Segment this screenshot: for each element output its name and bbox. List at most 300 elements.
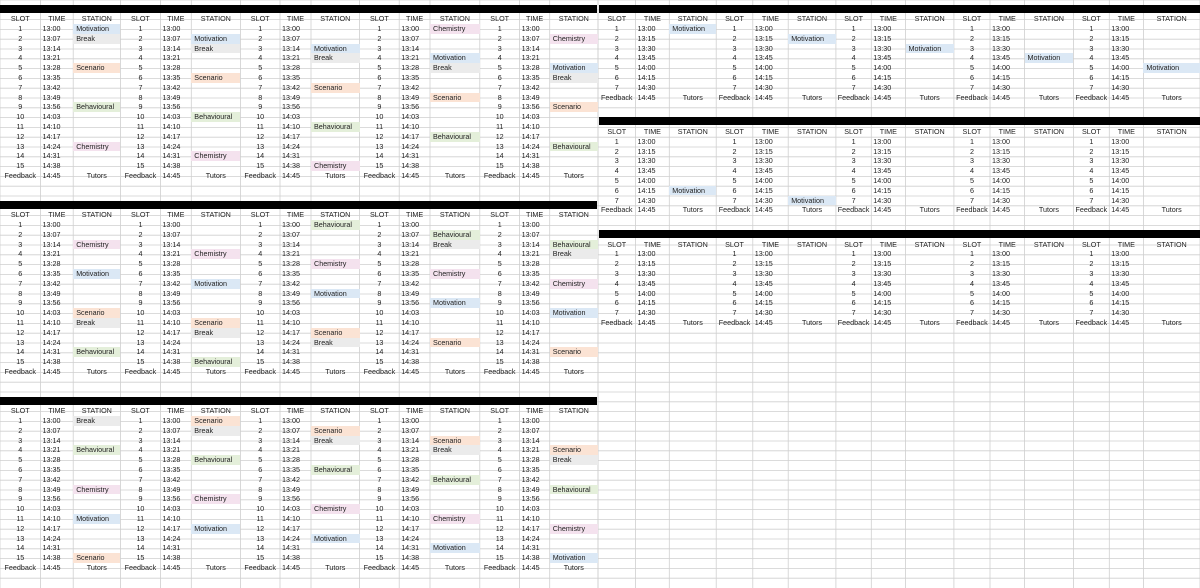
feedback-station[interactable]: Tutors: [682, 205, 703, 215]
slot-number[interactable]: 7: [969, 308, 974, 318]
slot-time[interactable]: 13:00: [401, 24, 420, 33]
feedback-station[interactable]: Tutors: [1038, 92, 1059, 102]
feedback-station[interactable]: Tutors: [205, 171, 226, 180]
slot-number[interactable]: 5: [614, 175, 619, 185]
slot-number[interactable]: 13: [136, 141, 145, 151]
station-empty[interactable]: [430, 142, 480, 152]
station-empty[interactable]: [669, 166, 716, 176]
slot-time[interactable]: 14:00: [992, 63, 1010, 73]
slot-time[interactable]: 14:31: [401, 543, 420, 553]
slot-time[interactable]: 13:56: [162, 298, 181, 308]
slot-time[interactable]: 14:15: [1111, 298, 1130, 308]
slot-time[interactable]: 14:17: [162, 327, 181, 337]
station-empty[interactable]: [1025, 147, 1074, 157]
slot-time[interactable]: 14:10: [521, 514, 540, 523]
slot-number[interactable]: 2: [851, 146, 856, 156]
slot-number[interactable]: 5: [377, 259, 382, 269]
slot-time[interactable]: 14:24: [401, 533, 420, 543]
slot-number[interactable]: 8: [138, 484, 143, 494]
slot-number[interactable]: 14: [136, 543, 145, 553]
station-empty[interactable]: [430, 485, 480, 495]
station-empty[interactable]: [906, 166, 954, 176]
station-header[interactable]: STATION: [677, 126, 708, 136]
station-empty[interactable]: [191, 298, 240, 308]
slot-number[interactable]: 2: [497, 33, 502, 43]
slot-time[interactable]: 13:28: [42, 259, 61, 269]
slot-time[interactable]: 13:07: [521, 229, 540, 239]
slot-time[interactable]: 14:30: [754, 308, 773, 318]
slot-number[interactable]: 15: [495, 161, 504, 171]
slot-time[interactable]: 13:15: [873, 259, 892, 269]
slot-time[interactable]: 14:38: [521, 553, 540, 563]
station-empty[interactable]: [430, 289, 480, 299]
feedback-time[interactable]: 14:45: [992, 205, 1010, 215]
slot-header[interactable]: SLOT: [844, 14, 863, 24]
feedback-time[interactable]: 14:45: [401, 171, 420, 180]
feedback-time[interactable]: 14:45: [637, 205, 656, 215]
slot-time[interactable]: 13:14: [42, 239, 61, 249]
slot-time[interactable]: 14:31: [162, 347, 181, 357]
slot-number[interactable]: 12: [495, 131, 504, 141]
slot-time[interactable]: 14:38: [162, 161, 181, 171]
slot-number[interactable]: 2: [377, 229, 382, 239]
station-empty[interactable]: [311, 112, 360, 122]
slot-number[interactable]: 4: [614, 166, 619, 176]
slot-number[interactable]: 2: [732, 33, 737, 43]
slot-time[interactable]: 13:15: [637, 33, 656, 43]
slot-time[interactable]: 14:30: [1111, 82, 1130, 92]
feedback-label[interactable]: Feedback: [1075, 318, 1108, 327]
station-empty[interactable]: [191, 102, 240, 112]
slot-time[interactable]: 14:30: [1111, 195, 1130, 205]
station-empty[interactable]: [311, 494, 360, 504]
slot-time[interactable]: 13:21: [162, 53, 181, 63]
slot-time[interactable]: 14:10: [282, 122, 300, 131]
station-empty[interactable]: [788, 73, 836, 83]
station-empty[interactable]: [311, 524, 360, 534]
station-empty[interactable]: [430, 34, 480, 44]
slot-time[interactable]: 14:31: [282, 347, 300, 357]
station-empty[interactable]: [550, 122, 598, 132]
slot-number[interactable]: 14: [16, 543, 25, 553]
station-empty[interactable]: [906, 186, 954, 196]
slot-number[interactable]: 12: [375, 327, 384, 337]
slot-number[interactable]: 11: [375, 514, 384, 523]
station-empty[interactable]: [788, 83, 836, 93]
slot-number[interactable]: 1: [969, 136, 974, 146]
slot-number[interactable]: 1: [1089, 249, 1094, 259]
station-empty[interactable]: [191, 240, 240, 250]
slot-number[interactable]: 13: [375, 533, 384, 543]
station-empty[interactable]: [550, 436, 598, 446]
station-empty[interactable]: [191, 347, 240, 357]
slot-time[interactable]: 14:31: [162, 543, 181, 553]
station-empty[interactable]: [1025, 298, 1074, 308]
slot-time[interactable]: 14:24: [162, 141, 181, 151]
slot-time[interactable]: 14:24: [401, 141, 420, 151]
slot-number[interactable]: 13: [16, 337, 25, 347]
slot-time[interactable]: 13:14: [401, 239, 420, 249]
feedback-time[interactable]: 14:45: [521, 171, 540, 180]
slot-time[interactable]: 14:15: [873, 73, 892, 82]
station-empty[interactable]: [788, 147, 836, 157]
station-empty[interactable]: [788, 279, 836, 289]
slot-time[interactable]: 13:15: [754, 146, 773, 156]
slot-time[interactable]: 14:31: [401, 151, 420, 161]
station-empty[interactable]: [311, 514, 360, 524]
slot-time[interactable]: 13:35: [42, 465, 61, 474]
slot-time[interactable]: 13:45: [873, 166, 892, 176]
station-empty[interactable]: [191, 63, 240, 73]
station-empty[interactable]: [1143, 186, 1200, 196]
feedback-time[interactable]: 14:45: [162, 367, 181, 376]
slot-number[interactable]: 7: [851, 195, 856, 205]
slot-time[interactable]: 13:28: [42, 63, 61, 73]
station-empty[interactable]: [669, 308, 716, 318]
slot-number[interactable]: 8: [377, 92, 382, 102]
station-empty[interactable]: [73, 132, 120, 142]
feedback-time[interactable]: 14:45: [42, 171, 61, 180]
slot-number[interactable]: 9: [138, 494, 143, 504]
slot-time[interactable]: 14:31: [42, 543, 61, 553]
slot-time[interactable]: 13:28: [282, 63, 300, 73]
station-empty[interactable]: [906, 156, 954, 166]
slot-time[interactable]: 13:00: [162, 416, 181, 425]
station-behavioural[interactable]: Behavioural: [73, 102, 120, 112]
station-empty[interactable]: [669, 156, 716, 166]
slot-header[interactable]: SLOT: [1081, 239, 1101, 249]
feedback-label[interactable]: Feedback: [600, 92, 633, 102]
slot-number[interactable]: 8: [138, 288, 143, 298]
slot-number[interactable]: 2: [18, 425, 23, 435]
slot-number[interactable]: 4: [377, 249, 382, 259]
slot-number[interactable]: 7: [258, 82, 263, 92]
station-empty[interactable]: [1025, 44, 1074, 54]
slot-time[interactable]: 13:00: [992, 249, 1010, 259]
slot-number[interactable]: 5: [614, 63, 619, 73]
station-header[interactable]: STATION: [796, 126, 828, 136]
station-empty[interactable]: [788, 186, 836, 196]
slot-time[interactable]: 14:38: [162, 357, 181, 367]
feedback-time[interactable]: 14:45: [873, 92, 892, 102]
slot-number[interactable]: 13: [16, 141, 25, 151]
slot-number[interactable]: 11: [16, 514, 24, 523]
feedback-station[interactable]: Tutors: [801, 318, 823, 327]
slot-number[interactable]: 15: [136, 553, 145, 563]
slot-number[interactable]: 4: [732, 166, 737, 176]
station-empty[interactable]: [550, 494, 598, 504]
slot-number[interactable]: 9: [138, 298, 143, 308]
station-empty[interactable]: [73, 338, 120, 348]
slot-header[interactable]: SLOT: [962, 14, 982, 24]
slot-number[interactable]: 3: [1089, 156, 1094, 166]
slot-time[interactable]: 13:15: [1111, 146, 1130, 156]
slot-time[interactable]: 13:21: [282, 53, 300, 63]
station-empty[interactable]: [669, 289, 716, 299]
slot-time[interactable]: 14:30: [637, 308, 656, 318]
station-empty[interactable]: [788, 53, 836, 63]
slot-time[interactable]: 14:17: [521, 523, 540, 533]
slot-number[interactable]: 6: [1089, 73, 1094, 82]
station-empty[interactable]: [906, 83, 954, 93]
slot-header[interactable]: SLOT: [607, 14, 627, 24]
slot-number[interactable]: 3: [969, 269, 974, 278]
slot-number[interactable]: 7: [377, 474, 382, 484]
slot-number[interactable]: 5: [732, 175, 737, 185]
time-header[interactable]: TIME: [48, 210, 66, 220]
slot-number[interactable]: 10: [256, 504, 265, 514]
slot-number[interactable]: 1: [18, 416, 23, 425]
slot-header[interactable]: SLOT: [844, 126, 863, 136]
time-header[interactable]: TIME: [643, 14, 661, 24]
station-empty[interactable]: [311, 142, 360, 152]
slot-number[interactable]: 4: [614, 278, 619, 288]
slot-time[interactable]: 14:30: [637, 82, 656, 92]
slot-number[interactable]: 8: [18, 288, 23, 298]
slot-time[interactable]: 13:42: [162, 278, 181, 288]
slot-time[interactable]: 13:30: [992, 269, 1010, 278]
feedback-label[interactable]: Feedback: [4, 171, 37, 180]
slot-time[interactable]: 13:28: [521, 455, 540, 465]
slot-time[interactable]: 13:21: [42, 249, 61, 259]
slot-time[interactable]: 14:24: [42, 141, 61, 151]
station-empty[interactable]: [788, 24, 836, 34]
station-empty[interactable]: [550, 534, 598, 544]
slot-number[interactable]: 3: [497, 239, 502, 249]
slot-number[interactable]: 15: [256, 357, 265, 367]
station-empty[interactable]: [550, 44, 598, 54]
feedback-time[interactable]: 14:45: [1111, 205, 1130, 215]
slot-time[interactable]: 13:45: [637, 166, 656, 176]
station-empty[interactable]: [73, 465, 120, 475]
station-chemistry[interactable]: Chemistry: [73, 142, 120, 152]
slot-number[interactable]: 2: [1089, 259, 1094, 269]
station-chemistry[interactable]: Chemistry: [191, 494, 240, 504]
slot-number[interactable]: 2: [732, 146, 737, 156]
slot-time[interactable]: 13:45: [637, 278, 656, 288]
station-empty[interactable]: [906, 269, 954, 279]
slot-number[interactable]: 6: [497, 269, 502, 278]
slot-number[interactable]: 1: [969, 24, 974, 33]
slot-number[interactable]: 6: [497, 465, 502, 474]
slot-time[interactable]: 13:30: [637, 43, 656, 53]
slot-time[interactable]: 14:30: [754, 195, 773, 205]
feedback-station[interactable]: Tutors: [801, 205, 823, 215]
slot-time[interactable]: 13:49: [521, 92, 540, 102]
station-empty[interactable]: [73, 230, 120, 240]
slot-time[interactable]: 14:10: [42, 514, 61, 523]
slot-time[interactable]: 13:42: [42, 474, 61, 484]
slot-time[interactable]: 13:00: [992, 24, 1010, 33]
slot-time[interactable]: 13:07: [162, 33, 181, 43]
slot-number[interactable]: 5: [377, 455, 382, 465]
slot-time[interactable]: 14:38: [282, 553, 300, 563]
feedback-label[interactable]: Feedback: [718, 92, 751, 102]
slot-number[interactable]: 4: [258, 53, 263, 63]
slot-time[interactable]: 14:03: [521, 112, 540, 122]
slot-time[interactable]: 13:15: [754, 33, 773, 43]
slot-time[interactable]: 13:07: [42, 425, 61, 435]
station-empty[interactable]: [311, 73, 360, 83]
slot-time[interactable]: 13:00: [754, 136, 773, 146]
station-empty[interactable]: [430, 161, 480, 171]
slot-number[interactable]: 10: [375, 504, 384, 514]
station-empty[interactable]: [1143, 34, 1200, 44]
time-header[interactable]: TIME: [286, 14, 305, 24]
slot-header[interactable]: SLOT: [725, 126, 744, 136]
station-scenario[interactable]: Scenario: [73, 308, 120, 318]
time-header[interactable]: TIME: [406, 210, 424, 220]
feedback-time[interactable]: 14:45: [754, 318, 773, 327]
slot-time[interactable]: 13:35: [162, 269, 181, 278]
slot-number[interactable]: 3: [258, 43, 263, 53]
time-header[interactable]: TIME: [1117, 126, 1135, 136]
feedback-time[interactable]: 14:45: [521, 563, 540, 572]
slot-time[interactable]: 14:15: [637, 298, 656, 308]
slot-time[interactable]: 13:00: [282, 416, 300, 425]
slot-time[interactable]: 14:31: [282, 543, 300, 553]
slot-time[interactable]: 13:07: [42, 33, 61, 43]
slot-header[interactable]: SLOT: [1081, 126, 1101, 136]
feedback-time[interactable]: 14:45: [637, 92, 656, 102]
station-scenario[interactable]: Scenario: [191, 416, 240, 426]
station-empty[interactable]: [669, 53, 716, 63]
slot-time[interactable]: 14:03: [162, 112, 181, 122]
slot-number[interactable]: 2: [377, 33, 382, 43]
slot-time[interactable]: 13:14: [42, 43, 61, 53]
slot-time[interactable]: 13:21: [401, 249, 420, 259]
station-empty[interactable]: [1143, 24, 1200, 34]
station-scenario[interactable]: Scenario: [550, 347, 598, 357]
slot-number[interactable]: 3: [969, 43, 974, 53]
station-empty[interactable]: [1025, 24, 1074, 34]
slot-time[interactable]: 13:00: [1111, 249, 1130, 259]
feedback-station[interactable]: Tutors: [444, 171, 465, 180]
slot-number[interactable]: 3: [258, 435, 263, 445]
slot-time[interactable]: 14:15: [873, 298, 892, 308]
slot-time[interactable]: 14:10: [401, 122, 420, 131]
slot-number[interactable]: 4: [18, 249, 23, 259]
slot-number[interactable]: 3: [138, 239, 143, 249]
slot-number[interactable]: 9: [138, 102, 143, 112]
slot-number[interactable]: 11: [136, 318, 145, 327]
slot-number[interactable]: 9: [18, 494, 23, 504]
station-chemistry[interactable]: Chemistry: [311, 161, 360, 171]
station-behavioural[interactable]: Behavioural: [430, 132, 480, 142]
feedback-time[interactable]: 14:45: [282, 563, 300, 572]
slot-time[interactable]: 13:07: [282, 425, 300, 435]
station-header[interactable]: STATION: [558, 210, 589, 220]
station-behavioural[interactable]: Behavioural: [191, 112, 240, 122]
slot-time[interactable]: 13:30: [992, 156, 1010, 166]
slot-number[interactable]: 9: [258, 494, 263, 504]
slot-number[interactable]: 5: [138, 259, 143, 269]
slot-number[interactable]: 14: [16, 151, 25, 161]
slot-number[interactable]: 6: [614, 298, 619, 308]
slot-number[interactable]: 7: [614, 195, 619, 205]
slot-header[interactable]: SLOT: [490, 14, 510, 24]
station-break[interactable]: Break: [191, 328, 240, 338]
slot-number[interactable]: 6: [18, 465, 23, 474]
slot-time[interactable]: 14:38: [42, 553, 61, 563]
slot-number[interactable]: 7: [377, 82, 382, 92]
station-empty[interactable]: [550, 151, 598, 161]
slot-time[interactable]: 13:28: [42, 455, 61, 465]
station-empty[interactable]: [311, 102, 360, 112]
station-empty[interactable]: [430, 328, 480, 338]
slot-time[interactable]: 14:24: [162, 533, 181, 543]
slot-number[interactable]: 3: [1089, 269, 1094, 278]
station-empty[interactable]: [1025, 259, 1074, 269]
slot-time[interactable]: 13:00: [282, 24, 300, 33]
feedback-station[interactable]: Tutors: [801, 92, 823, 102]
station-empty[interactable]: [669, 63, 716, 73]
slot-number[interactable]: 15: [256, 161, 265, 171]
slot-number[interactable]: 12: [375, 523, 384, 533]
station-motivation[interactable]: Motivation: [788, 34, 836, 44]
station-empty[interactable]: [1143, 289, 1200, 299]
station-empty[interactable]: [311, 308, 360, 318]
time-header[interactable]: TIME: [286, 406, 305, 416]
slot-number[interactable]: 1: [497, 416, 502, 425]
slot-number[interactable]: 13: [256, 337, 265, 347]
slot-number[interactable]: 2: [258, 33, 263, 43]
station-empty[interactable]: [1143, 279, 1200, 289]
station-empty[interactable]: [906, 196, 954, 206]
station-empty[interactable]: [1025, 249, 1074, 259]
station-empty[interactable]: [311, 279, 360, 289]
slot-number[interactable]: 4: [377, 53, 382, 63]
slot-number[interactable]: 7: [732, 82, 737, 92]
slot-time[interactable]: 13:14: [521, 435, 540, 445]
slot-time[interactable]: 13:35: [42, 269, 61, 278]
feedback-station[interactable]: Tutors: [86, 367, 107, 376]
station-empty[interactable]: [1025, 166, 1074, 176]
station-empty[interactable]: [73, 543, 120, 553]
station-motivation[interactable]: Motivation: [1143, 63, 1200, 73]
station-empty[interactable]: [73, 220, 120, 230]
slot-number[interactable]: 5: [969, 63, 974, 73]
slot-number[interactable]: 1: [732, 136, 737, 146]
station-header[interactable]: STATION: [320, 406, 351, 416]
slot-time[interactable]: 14:38: [401, 357, 420, 367]
slot-time[interactable]: 14:15: [1111, 73, 1130, 82]
slot-number[interactable]: 10: [375, 308, 384, 318]
station-empty[interactable]: [788, 269, 836, 279]
slot-time[interactable]: 13:15: [873, 33, 892, 43]
station-empty[interactable]: [430, 112, 480, 122]
station-empty[interactable]: [669, 196, 716, 206]
slot-number[interactable]: 5: [851, 175, 856, 185]
slot-time[interactable]: 13:00: [992, 136, 1010, 146]
slot-time[interactable]: 14:17: [282, 131, 300, 141]
slot-time[interactable]: 13:45: [1111, 278, 1130, 288]
slot-time[interactable]: 14:31: [42, 347, 61, 357]
slot-time[interactable]: 13:14: [42, 435, 61, 445]
slot-header[interactable]: SLOT: [725, 14, 744, 24]
station-empty[interactable]: [73, 53, 120, 63]
station-empty[interactable]: [1143, 269, 1200, 279]
station-scenario[interactable]: Scenario: [311, 426, 360, 436]
slot-time[interactable]: 14:00: [1111, 175, 1130, 185]
slot-time[interactable]: 13:00: [521, 220, 540, 229]
slot-time[interactable]: 14:15: [873, 185, 892, 195]
time-header[interactable]: TIME: [526, 210, 544, 220]
slot-number[interactable]: 2: [851, 33, 856, 43]
slot-time[interactable]: 13:45: [992, 53, 1010, 63]
slot-number[interactable]: 9: [497, 102, 502, 112]
station-empty[interactable]: [191, 308, 240, 318]
